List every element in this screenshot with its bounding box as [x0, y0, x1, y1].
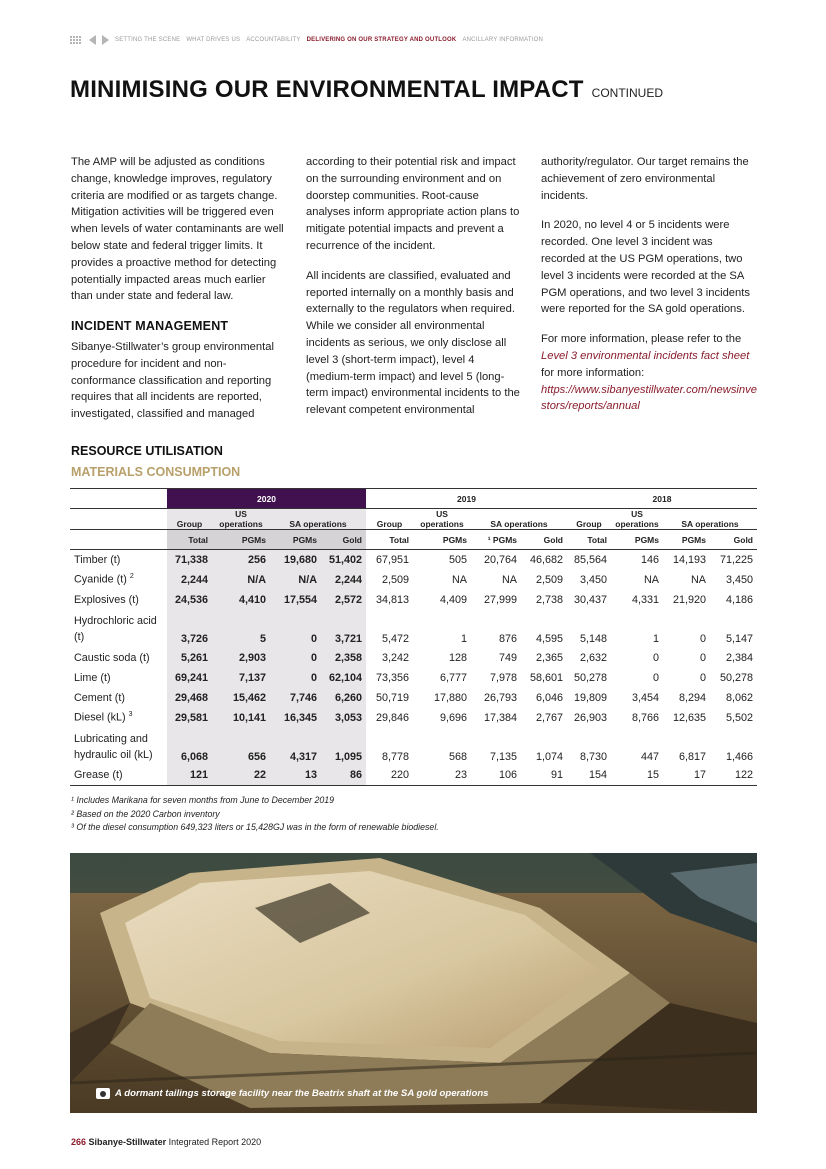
table-cell: 8,062: [725, 691, 753, 704]
unit-header: PGMs: [663, 530, 710, 550]
table-cell: 12,635: [672, 711, 706, 724]
section-title: RESOURCE UTILISATION: [71, 444, 223, 458]
table-cell: 5,502: [725, 711, 753, 724]
row-label-footnote-marker: 2: [129, 573, 134, 581]
text-column-1: [71, 154, 289, 436]
sa-operations-header: SA operations: [681, 519, 739, 529]
table-cell: 1: [652, 632, 659, 645]
unit-header: Gold: [710, 530, 757, 550]
table-cell: NA: [691, 573, 706, 586]
table-cell: 6,817: [678, 750, 706, 763]
table-cell: 9,696: [439, 711, 467, 724]
us-operations-header: US operations: [615, 509, 659, 529]
text-column-2: [306, 154, 524, 432]
table-cell: 1,074: [535, 750, 563, 763]
year-header-2018: 2018: [567, 489, 757, 509]
table-cell: 505: [448, 553, 467, 566]
page-footer: [71, 1137, 261, 1147]
table-cell: 2,384: [725, 651, 753, 664]
top-navigation: [70, 33, 543, 47]
us-operations-header: US operations: [420, 509, 464, 529]
materials-consumption-subtitle: MATERIALS CONSUMPTION: [71, 465, 241, 479]
next-page-icon[interactable]: [102, 35, 109, 45]
table-cell: 8,730: [579, 750, 607, 763]
table-cell: 656: [212, 728, 270, 766]
table-cell: 0: [699, 671, 706, 684]
table-cell: 146: [640, 553, 659, 566]
table-cell: NA: [452, 573, 467, 586]
row-label: Cyanide (t) $^2$: [74, 573, 134, 586]
table-cell: 26,793: [483, 691, 517, 704]
more-info-text-suffix: for more information:: [541, 366, 645, 379]
table-cell: 2,903: [212, 648, 270, 668]
row-label: Lubricating and hydraulic oil (kL): [74, 732, 153, 761]
table-cell: 0: [699, 651, 706, 664]
table-footnotes: [71, 794, 439, 835]
table-cell: 1: [460, 632, 467, 645]
table-cell: 8,294: [678, 691, 706, 704]
table-cell: 73,356: [375, 671, 409, 684]
annual-reports-url-link[interactable]: https://www.sibanyestillwater.com/newsinvestors/reports/annual: [541, 383, 757, 413]
unit-header: Total: [366, 530, 413, 550]
table-cell: 22: [212, 766, 270, 786]
tailings-facility-photo: [70, 853, 757, 1113]
previous-page-icon[interactable]: [89, 35, 96, 45]
table-cell: 0: [699, 632, 706, 645]
table-row: [70, 648, 757, 668]
table-cell: 3,454: [631, 691, 659, 704]
row-label: Diesel (kL) $^3$: [74, 711, 133, 724]
table-cell: 10,141: [212, 708, 270, 728]
table-cell: 568: [448, 750, 467, 763]
table-cell: 154: [567, 766, 611, 786]
row-label: Caustic soda (t): [74, 651, 150, 664]
table-cell: 122: [710, 766, 757, 786]
paragraph: according to their potential risk and impact on the surrounding environment and on doorstep communities. Root-cause analyses inform appropriate action plans to mitigate potential impacts and prevent a recurrence of the incident.: [306, 156, 520, 252]
row-label: Hydrochloric acid (t): [74, 614, 157, 643]
unit-header: Gold: [521, 530, 567, 550]
row-label: Cement (t): [74, 691, 125, 704]
page-title-suffix: CONTINUED: [591, 86, 664, 100]
table-header-spacer: [70, 509, 167, 530]
table-cell: 3,242: [381, 651, 409, 664]
table-cell: 0: [652, 671, 659, 684]
table-cell: 15,462: [212, 688, 270, 708]
table-cell: 29,581: [167, 708, 212, 728]
table-row: [70, 728, 757, 766]
table-cell: 8,778: [381, 750, 409, 763]
table-row: [70, 688, 757, 708]
table-cell: 2,358: [321, 648, 366, 668]
table-cell: 4,409: [439, 593, 467, 606]
table-cell: 19,809: [573, 691, 607, 704]
row-label: Lime (t): [74, 671, 111, 684]
nav-item-what-drives-us[interactable]: WHAT DRIVES US: [186, 37, 241, 43]
table-cell: 0: [270, 648, 321, 668]
table-cell: 50,278: [573, 671, 607, 684]
table-cell: 17,384: [483, 711, 517, 724]
table-cell: 1,466: [725, 750, 753, 763]
footnote: ³ Of the diesel consumption 649,323 liters or 15,428GJ was in the form of renewable biodiesel.: [71, 822, 439, 832]
table-cell: 2,365: [535, 651, 563, 664]
fact-sheet-link[interactable]: Level 3 environmental incidents fact sheet: [541, 349, 750, 362]
table-cell: 23: [413, 766, 471, 786]
table-cell: 71,225: [719, 553, 753, 566]
table-cell: 2,244: [167, 570, 212, 590]
table-cell: 91: [521, 766, 567, 786]
table-cell: 3,450: [725, 573, 753, 586]
sa-operations-header: SA operations: [270, 509, 366, 530]
year-header-2020: 2020: [167, 489, 366, 509]
table-header-spacer: [70, 489, 167, 509]
table-cell: N/A: [270, 570, 321, 590]
table-cell: 447: [640, 750, 659, 763]
table-cell: 220: [366, 766, 413, 786]
photo-caption: [96, 1088, 489, 1099]
table-cell: NA: [502, 573, 517, 586]
table-cell: 30,437: [573, 593, 607, 606]
table-cell: 1,095: [321, 728, 366, 766]
paragraph: In 2020, no level 4 or 5 incidents were recorded. One level 3 incident was recorded at the US PGM operations, two level 3 incidents were recorded at the SA PGM operations, and two level 3 incidents were reported for the SA gold operations.: [541, 219, 750, 316]
table-cell: 7,746: [270, 688, 321, 708]
unit-header: PGMs: [212, 530, 270, 550]
table-cell: 106: [471, 766, 521, 786]
row-label-footnote-marker: 3: [128, 711, 133, 719]
table-cell: 58,601: [529, 671, 563, 684]
table-cell: 3,053: [321, 708, 366, 728]
table-cell: 15: [611, 766, 663, 786]
nav-item-delivering-on-strategy[interactable]: DELIVERING ON OUR STRATEGY AND OUTLOOK: [306, 37, 457, 43]
footer-company: Sibanye-Stillwater: [88, 1137, 167, 1147]
text-column-3: [541, 154, 759, 428]
footnote: ¹ Includes Marikana for seven months from June to December 2019: [71, 795, 335, 805]
paragraph: Sibanye-Stillwater’s group environmental procedure for incident and non-conformance classification and reporting requires that all incidents are reported, investigated, classified and managed: [71, 340, 274, 421]
table-cell: 3,726: [167, 610, 212, 648]
unit-header: PGMs: [611, 530, 663, 550]
table-cell: 17: [663, 766, 710, 786]
table-cell: 2,509: [381, 573, 409, 586]
table-cell: 5,148: [579, 632, 607, 645]
table-cell: 2,767: [535, 711, 563, 724]
table-cell: 7,137: [212, 668, 270, 688]
page-title: MINIMISING OUR ENVIRONMENTAL IMPACT: [70, 76, 584, 103]
nav-item-accountability[interactable]: ACCOUNTABILITY: [246, 37, 301, 43]
table-cell: 4,186: [725, 593, 753, 606]
row-label: Timber (t): [74, 553, 121, 566]
year-header-2019: 2019: [366, 489, 567, 509]
table-cell: 3,450: [579, 573, 607, 586]
page-number: 266: [71, 1137, 87, 1147]
unit-header: PGMs: [270, 530, 321, 550]
table-header-spacer: [70, 530, 167, 550]
photo-caption-text: A dormant tailings storage facility near the Beatrix shaft at the SA gold operations: [115, 1088, 489, 1099]
table-body: [70, 550, 757, 786]
table-row: [70, 708, 757, 728]
table-row: [70, 590, 757, 610]
table-cell: 5,147: [725, 632, 753, 645]
table-cell: 4,317: [270, 728, 321, 766]
table-cell: 13: [270, 766, 321, 786]
table-row: [70, 766, 757, 786]
table-cell: 8,766: [631, 711, 659, 724]
aerial-photo-illustration: [70, 853, 757, 1113]
row-label: Explosives (t): [74, 593, 139, 606]
table-cell: 29,846: [375, 711, 409, 724]
table-row: [70, 550, 757, 570]
table-cell: 2,509: [535, 573, 563, 586]
table-cell: 6,260: [321, 688, 366, 708]
materials-consumption-table: [70, 488, 757, 786]
table-cell: 14,193: [672, 553, 706, 566]
incident-management-heading: INCIDENT MANAGEMENT: [71, 319, 229, 334]
table-cell: 2,244: [321, 570, 366, 590]
table-cell: 7,978: [489, 671, 517, 684]
table-cell: 128: [448, 651, 467, 664]
unit-header: Gold: [321, 530, 366, 550]
table-cell: 62,104: [321, 668, 366, 688]
table-cell: 69,241: [167, 668, 212, 688]
table-cell: 5,261: [167, 648, 212, 668]
table-cell: 121: [167, 766, 212, 786]
table-cell: 19,680: [270, 550, 321, 570]
table-cell: 29,468: [167, 688, 212, 708]
table-cell: 6,777: [439, 671, 467, 684]
table-row: [70, 570, 757, 590]
more-info-paragraph: [541, 331, 759, 415]
table-cell: 256: [212, 550, 270, 570]
table-cell: 5: [212, 610, 270, 648]
paragraph: The AMP will be adjusted as conditions change, knowledge improves, regulatory criteria are modified or as targets change. Mitigation activities will be triggered even when levels of water contaminants are well below state and federal trigger limits. It provides a proactive method for detecting potentially impacted areas much earlier than under state and federal law.: [71, 156, 284, 303]
row-label: Grease (t): [70, 766, 167, 786]
footer-document-title: Integrated Report 2020: [168, 1137, 262, 1147]
table-cell: 16,345: [270, 708, 321, 728]
table-cell: 51,402: [321, 550, 366, 570]
table-cell: 2,572: [321, 590, 366, 610]
table-cell: 7,135: [489, 750, 517, 763]
table-cell: 86: [321, 766, 366, 786]
nav-item-ancillary-information[interactable]: ANCILLARY INFORMATION: [462, 37, 543, 43]
table-cell: 0: [270, 668, 321, 688]
table-row: [70, 610, 757, 648]
table-cell: 6,046: [535, 691, 563, 704]
table-cell: 2,632: [579, 651, 607, 664]
table-cell: 50,719: [375, 691, 409, 704]
table-cell: 46,682: [529, 553, 563, 566]
table-cell: 3,721: [321, 610, 366, 648]
page-title-block: [70, 76, 663, 104]
sa-operations-header: SA operations: [490, 519, 548, 529]
more-info-text: For more information, please refer to the: [541, 333, 742, 346]
footnote: ² Based on the 2020 Carbon inventory: [71, 808, 220, 819]
group-header: Group: [167, 509, 212, 530]
paragraph: All incidents are classified, evaluated and reported internally on a monthly basis and externally to the regulators when required. While we consider all environmental incidents as serious, we only disclose all level 3 (short-term impact), level 4 (medium-term impact) and level 5 (long-term impact) environmental incidents to the relevant competent environmental: [306, 269, 520, 417]
table-cell: 50,278: [719, 671, 753, 684]
unit-header: ¹ PGMs: [471, 530, 521, 550]
table-cell: 34,813: [375, 593, 409, 606]
table-cell: 6,068: [167, 728, 212, 766]
table-cell: 17,554: [270, 590, 321, 610]
table-cell: 26,903: [573, 711, 607, 724]
table-cell: N/A: [212, 570, 270, 590]
table-cell: 85,564: [573, 553, 607, 566]
us-operations-header: US operations: [212, 509, 270, 530]
table-cell: 27,999: [483, 593, 517, 606]
table-cell: 17,880: [433, 691, 467, 704]
table-cell: 67,951: [375, 553, 409, 566]
table-cell: 5,472: [381, 632, 409, 645]
table-cell: 749: [498, 651, 517, 664]
table-cell: 21,920: [672, 593, 706, 606]
table-cell: 2,738: [535, 593, 563, 606]
table-cell: 4,410: [212, 590, 270, 610]
camera-icon: [96, 1088, 110, 1099]
nav-item-setting-the-scene[interactable]: SETTING THE SCENE: [115, 37, 181, 43]
grid-menu-icon[interactable]: [70, 36, 83, 45]
table-cell: 0: [652, 651, 659, 664]
table-cell: 4,331: [631, 593, 659, 606]
table-row: [70, 668, 757, 688]
table-cell: 0: [270, 610, 321, 648]
table-cell: NA: [644, 573, 659, 586]
table-cell: 4,595: [535, 632, 563, 645]
table-cell: 24,536: [167, 590, 212, 610]
unit-header: Total: [567, 530, 611, 550]
unit-header: PGMs: [413, 530, 471, 550]
table-cell: 20,764: [483, 553, 517, 566]
unit-header: Total: [167, 530, 212, 550]
group-header: Group: [376, 519, 403, 529]
paragraph: authority/regulator. Our target remains the achievement of zero environmental incidents.: [541, 156, 749, 202]
table-cell: 876: [498, 632, 517, 645]
group-header: Group: [576, 519, 602, 529]
table-cell: 71,338: [167, 550, 212, 570]
